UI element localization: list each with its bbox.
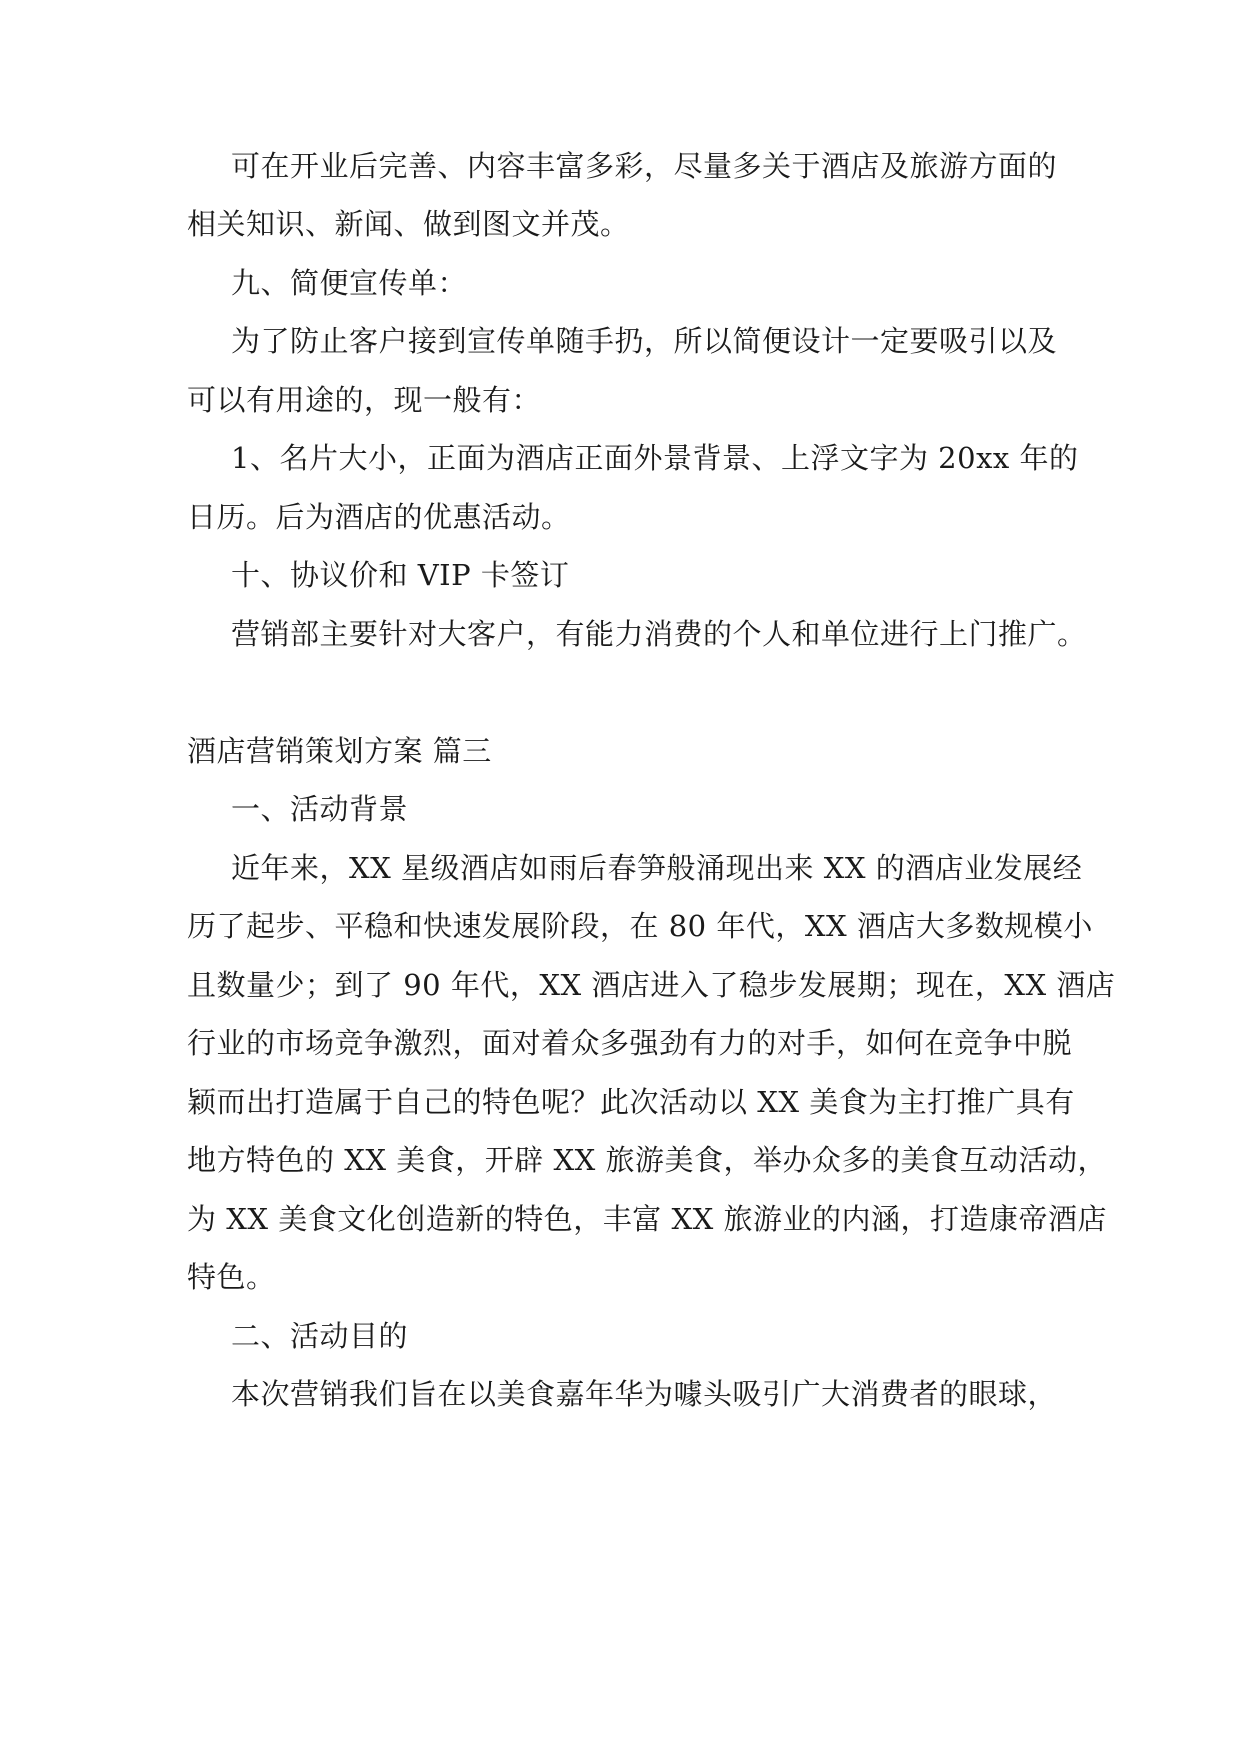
section-heading: 一、活动背景 xyxy=(231,792,409,826)
section-heading: 十、协议价和 VIP 卡签订 xyxy=(231,558,570,592)
paragraph-line: 相关知识、新闻、做到图文并茂。 xyxy=(187,207,630,241)
paragraph-line: 为 XX 美食文化创造新的特色，丰富 XX 旅游业的内涵，打造康帝酒店 xyxy=(187,1202,1107,1236)
paragraph-line: 营销部主要针对大客户，有能力消费的个人和单位进行上门推广。 xyxy=(231,617,1087,651)
section-heading: 二、活动目的 xyxy=(231,1319,409,1353)
paragraph-line: 可在开业后完善、内容丰富多彩，尽量多关于酒店及旅游方面的 xyxy=(231,149,1058,183)
paragraph-line: 且数量少；到了 90 年代，XX 酒店进入了稳步发展期；现在，XX 酒店 xyxy=(187,968,1116,1002)
paragraph-line: 1、名片大小，正面为酒店正面外景背景、上浮文字为 20xx 年的 xyxy=(231,441,1079,475)
paragraph-line: 特色。 xyxy=(187,1260,276,1294)
paragraph-line: 日历。后为酒店的优惠活动。 xyxy=(187,500,571,534)
paragraph-line: 历了起步、平稳和快速发展阶段，在 80 年代，XX 酒店大多数规模小 xyxy=(187,909,1093,943)
paragraph-line: 地方特色的 XX 美食，开辟 XX 旅游美食，举办众多的美食互动活动， xyxy=(187,1143,1107,1177)
paragraph-line: 本次营销我们旨在以美食嘉年华为噱头吸引广大消费者的眼球， xyxy=(231,1377,1058,1411)
paragraph-line: 近年来，XX 星级酒店如雨后春笋般涌现出来 XX 的酒店业发展经 xyxy=(231,851,1083,885)
document-section-title: 酒店营销策划方案 篇三 xyxy=(187,734,492,768)
paragraph-line: 为了防止客户接到宣传单随手扔，所以简便设计一定要吸引以及 xyxy=(231,324,1058,358)
section-heading: 九、简便宣传单： xyxy=(231,266,468,300)
paragraph-line: 行业的市场竞争激烈，面对着众多强劲有力的对手，如何在竞争中脱 xyxy=(187,1026,1073,1060)
paragraph-line: 颖而出打造属于自己的特色呢？此次活动以 XX 美食为主打推广具有 xyxy=(187,1085,1075,1119)
paragraph-line: 可以有用途的，现一般有： xyxy=(187,383,542,417)
